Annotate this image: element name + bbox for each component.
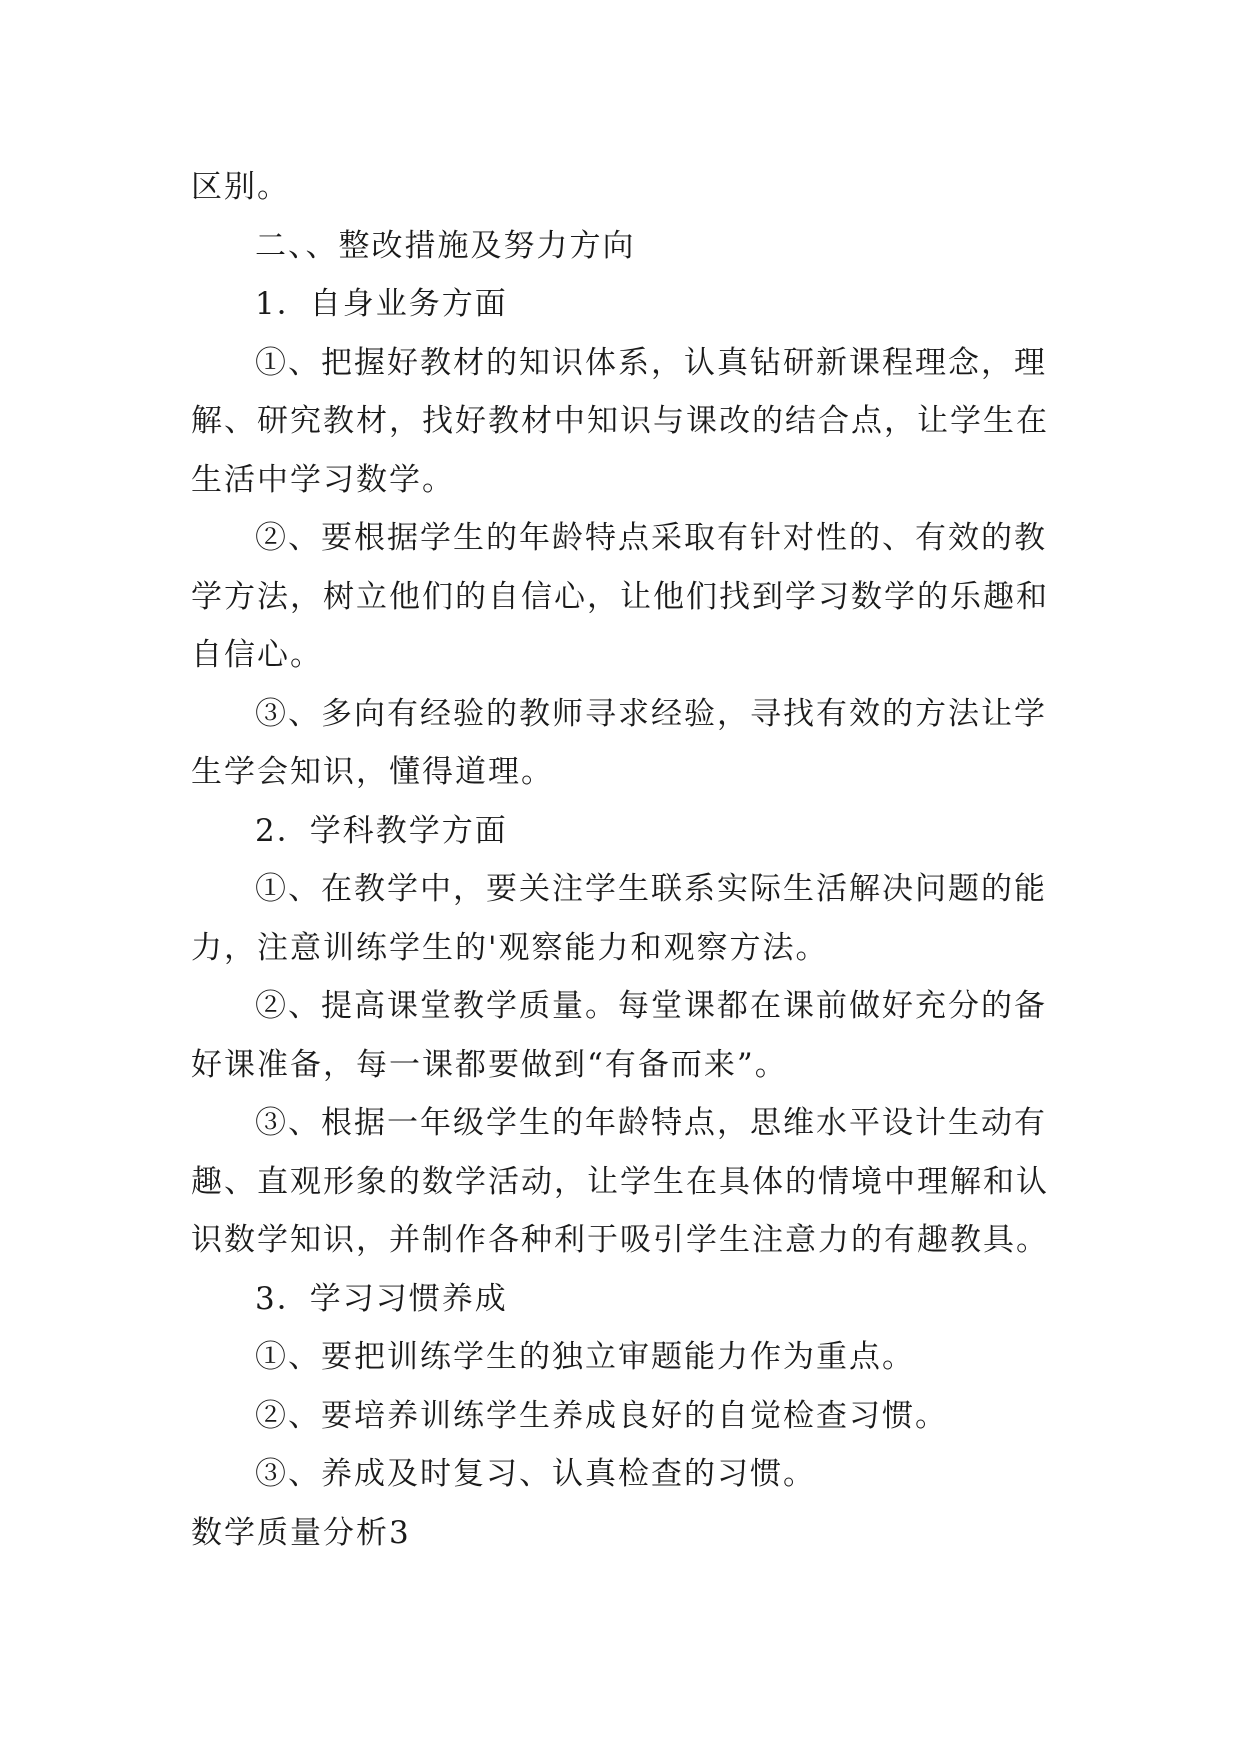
- subsection-heading: 2．学科教学方面: [255, 812, 508, 849]
- text-line: ②、要培养训练学生养成良好的自觉检查习惯。: [255, 1397, 948, 1434]
- text-line: 力，注意训练学生的'观察能力和观察方法。: [191, 929, 829, 966]
- text-line: ③、根据一年级学生的年龄特点，思维水平设计生动有: [255, 1105, 1047, 1141]
- text-line: ②、要根据学生的年龄特点采取有针对性的、有效的教: [255, 520, 1047, 556]
- text-line: ①、要把训练学生的独立审题能力作为重点。: [255, 1339, 915, 1375]
- text-line: 解、研究教材，找好教材中知识与课改的结合点，让学生在: [191, 403, 1049, 439]
- text-line: ③、多向有经验的教师寻求经验，寻找有效的方法让学: [255, 695, 1047, 732]
- text-line: 趣、直观形象的数学活动，让学生在具体的情境中理解和认: [191, 1163, 1049, 1200]
- text-line: 学方法，树立他们的自信心，让他们找到学习数学的乐趣和: [191, 578, 1049, 615]
- text-line: 好课准备，每一课都要做到“有备而来”。: [191, 1046, 788, 1083]
- document-body: [191, 158, 1071, 1562]
- text-line: 生学会知识，懂得道理。: [191, 754, 554, 790]
- text-line: ③、养成及时复习、认真检查的习惯。: [255, 1456, 816, 1492]
- text-line: ①、在教学中，要关注学生联系实际生活解决问题的能: [255, 871, 1047, 907]
- text-line: ①、把握好教材的知识体系，认真钻研新课程理念，理: [255, 344, 1047, 381]
- next-section-title: 数学质量分析3: [191, 1514, 411, 1551]
- text-line: 自信心。: [191, 637, 323, 673]
- section-heading: 二、、整改措施及努力方向: [255, 227, 636, 264]
- text-line: 生活中学习数学。: [191, 461, 455, 498]
- subsection-heading: 3．学习习惯养成: [255, 1280, 508, 1317]
- subsection-heading: 1．自身业务方面: [255, 286, 508, 322]
- text-line: 识数学知识，并制作各种利于吸引学生注意力的有趣教具。: [191, 1222, 1049, 1258]
- text-line: ②、提高课堂教学质量。每堂课都在课前做好充分的备: [255, 988, 1047, 1024]
- text-line: 区别。: [191, 169, 290, 205]
